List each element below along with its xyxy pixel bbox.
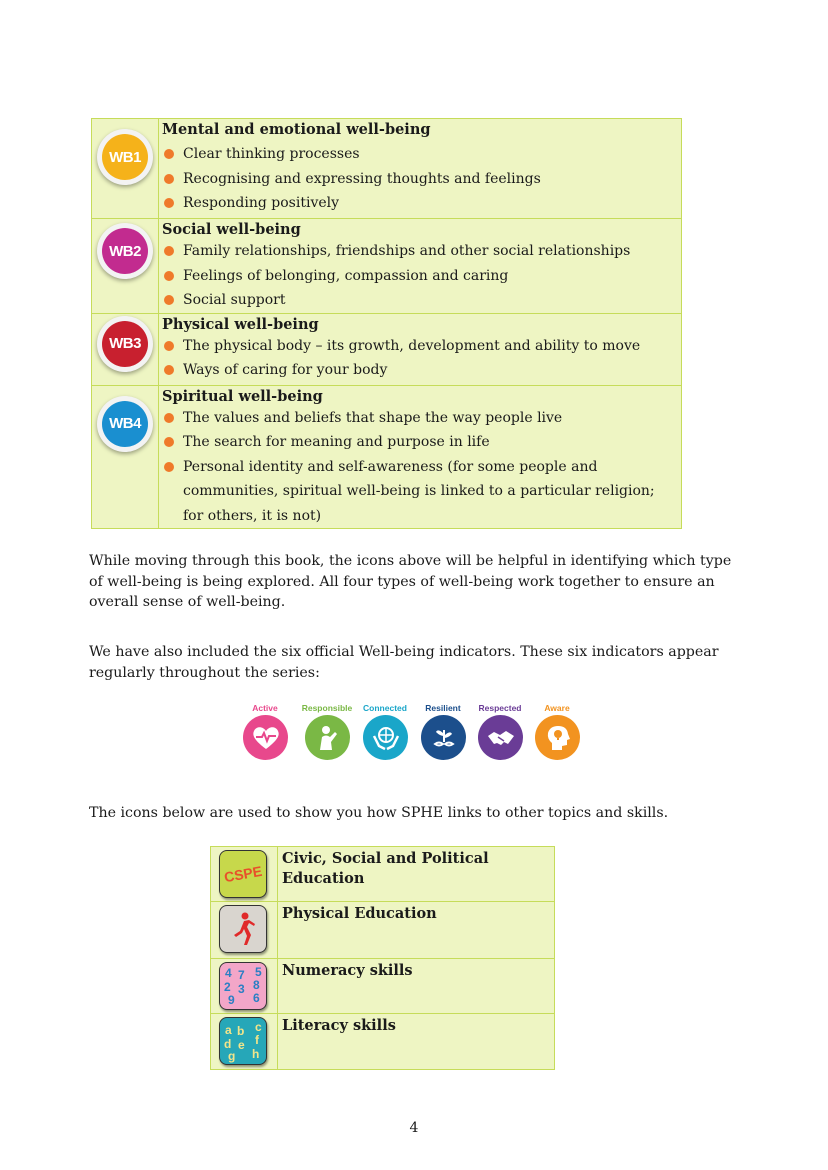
wb3-badge-icon: WB3 — [97, 316, 153, 372]
list-item: Social support — [162, 288, 681, 313]
links-title: Literacy skills — [278, 1014, 555, 1070]
links-title: Physical Education — [278, 902, 555, 959]
bullet-icon — [164, 341, 174, 351]
wb4-badge-icon: WB4 — [97, 396, 153, 452]
bullet-icon — [164, 174, 174, 184]
wellbeing-title: Spiritual well-being — [162, 387, 323, 405]
bullet-icon — [164, 246, 174, 256]
bullet-icon — [164, 437, 174, 447]
intro-paragraph: While moving through this book, the icons above will be helpful in identifying which type of well-being is being explored. All four types of well-being work together to ensure an overall sense of well-being. — [89, 553, 732, 610]
bullet-icon — [164, 149, 174, 159]
wellbeing-title: Social well-being — [162, 221, 301, 238]
wellbeing-list — [162, 334, 681, 383]
person-icon — [305, 715, 350, 760]
list-item: Recognising and expressing thoughts and feelings — [162, 167, 681, 192]
handshake-icon — [478, 715, 523, 760]
list-item: Responding positively — [162, 191, 681, 216]
bullet-icon — [164, 295, 174, 305]
wb1-badge-icon: WB1 — [97, 129, 153, 185]
links-title: Numeracy skills — [278, 959, 555, 1014]
wellbeing-row-wb4 — [92, 385, 682, 529]
runner-icon — [219, 905, 267, 953]
wellbeing-title: Mental and emotional well-being — [162, 121, 431, 138]
letters-icon: a b c d e f g h — [219, 1017, 267, 1065]
indicator-aware: Aware — [532, 703, 582, 761]
links-row-literacy — [211, 1014, 555, 1070]
links-row-pe — [211, 902, 555, 959]
list-item: Feelings of belonging, compassion and caring — [162, 264, 681, 289]
list-item: The values and beliefs that shape the way people live — [162, 406, 681, 431]
links-paragraph: The icons below are used to show you how SPHE links to other topics and skills. — [89, 805, 669, 821]
bullet-icon — [164, 271, 174, 281]
bullet-icon — [164, 413, 174, 423]
plant-icon — [421, 715, 466, 760]
heartbeat-icon — [243, 715, 288, 760]
indicator-respected: Respected — [475, 703, 525, 761]
head-bulb-icon — [535, 715, 580, 760]
indicator-connected: Connected — [360, 703, 410, 761]
bullet-icon — [164, 462, 174, 472]
wellbeing-list — [162, 142, 681, 216]
wb2-badge-icon: WB2 — [97, 223, 153, 279]
wellbeing-table — [91, 118, 682, 529]
links-row-numeracy — [211, 959, 555, 1014]
wellbeing-list — [162, 239, 681, 313]
bullet-icon — [164, 365, 174, 375]
wellbeing-list — [162, 406, 681, 529]
wellbeing-row-wb3 — [92, 313, 682, 385]
wellbeing-title: Physical well-being — [162, 315, 319, 333]
list-item: Personal identity and self-awareness (for some people and communities, spiritual well-being is linked to a particular religion; for others, it is not) — [162, 455, 681, 529]
list-item: Clear thinking processes — [162, 142, 681, 167]
list-item: The physical body – its growth, development and ability to move — [162, 334, 681, 359]
page-number: 4 — [409, 1120, 419, 1136]
indicators-paragraph: We have also included the six official Well-being indicators. These six indicators appear regularly throughout the series: — [89, 644, 719, 681]
bullet-icon — [164, 198, 174, 208]
list-item: Family relationships, friendships and other social relationships — [162, 239, 681, 264]
links-row-cspe — [211, 847, 555, 902]
globe-hands-icon — [363, 715, 408, 760]
indicator-resilient: Resilient — [418, 703, 468, 761]
links-title: Civic, Social and Political Education — [278, 847, 555, 902]
wellbeing-indicators — [240, 703, 590, 763]
list-item: Ways of caring for your body — [162, 358, 681, 383]
cspe-icon: CSPE — [219, 850, 267, 898]
indicator-responsible: Responsible — [302, 703, 352, 761]
wellbeing-row-wb2 — [92, 219, 682, 314]
list-item: The search for meaning and purpose in life — [162, 430, 681, 455]
indicator-active: Active — [240, 703, 290, 761]
numbers-icon: 4 7 5 2 3 8 9 6 — [219, 962, 267, 1010]
links-table — [210, 846, 555, 1070]
wellbeing-row-wb1 — [92, 119, 682, 219]
